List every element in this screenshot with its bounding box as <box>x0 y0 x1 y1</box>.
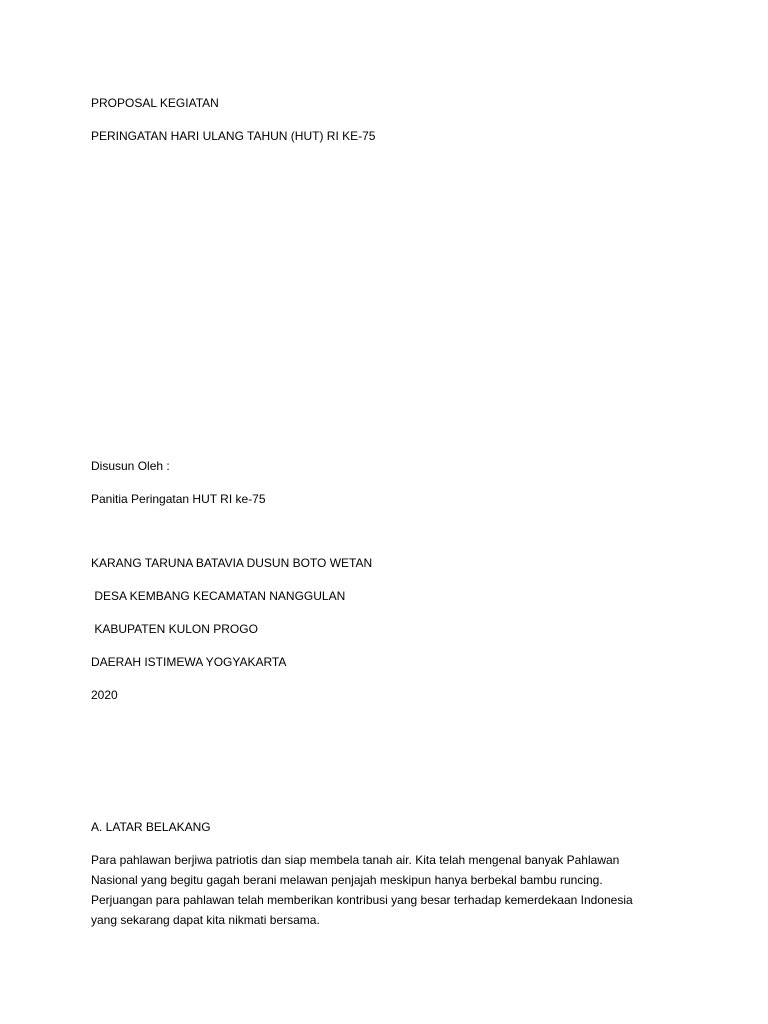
paragraph-line: Perjuangan para pahlawan telah memberikan kontribusi yang besar terhadap kemerdekaan Indonesia <box>91 893 633 907</box>
proposal-subtitle: PERINGATAN HARI ULANG TAHUN (HUT) RI KE-75 <box>91 129 376 143</box>
paragraph-line: Para pahlawan berjiwa patriotis dan siap membela tanah air. Kita telah mengenal banyak Pahlawan <box>91 853 620 867</box>
province-name: DAERAH ISTIMEWA YOGYAKARTA <box>91 655 287 669</box>
year: 2020 <box>91 688 118 702</box>
background-paragraph <box>91 850 681 930</box>
regency-name: KABUPATEN KULON PROGO <box>91 622 258 636</box>
organization-name: KARANG TARUNA BATAVIA DUSUN BOTO WETAN <box>91 556 373 570</box>
prepared-by-label: Disusun Oleh : <box>91 459 170 473</box>
proposal-title: PROPOSAL KEGIATAN <box>91 96 219 110</box>
section-heading: A. LATAR BELAKANG <box>91 820 211 834</box>
committee-name: Panitia Peringatan HUT RI ke-75 <box>91 492 266 506</box>
paragraph-line: Nasional yang begitu gagah berani melawan penjajah meskipun hanya berbekal bambu runcing. <box>91 873 603 887</box>
village-name: DESA KEMBANG KECAMATAN NANGGULAN <box>91 589 346 603</box>
paragraph-line: yang sekarang dapat kita nikmati bersama. <box>91 913 320 927</box>
